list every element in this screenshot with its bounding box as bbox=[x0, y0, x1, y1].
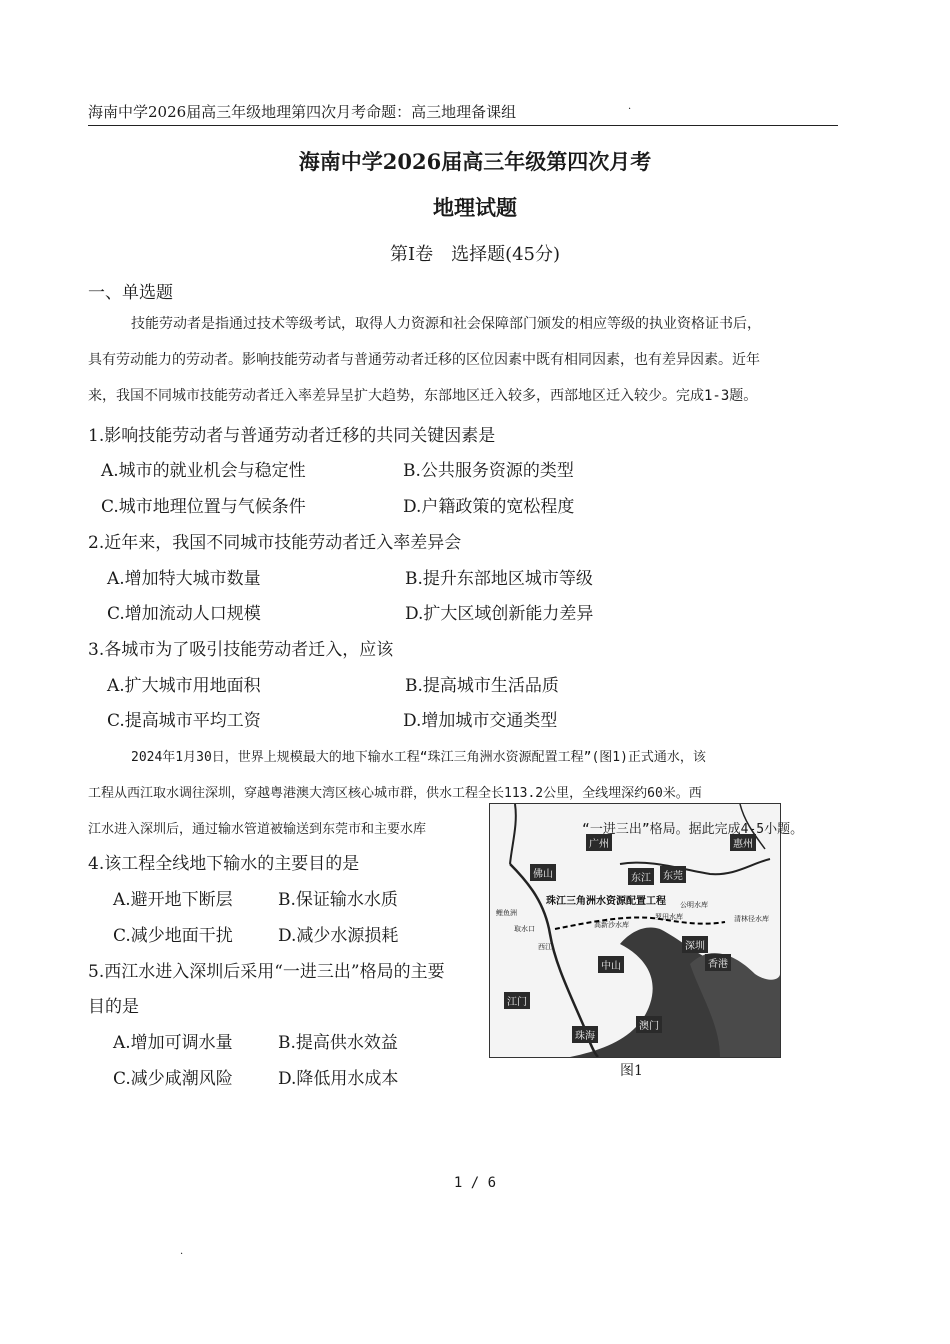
header-dot: . bbox=[628, 101, 632, 112]
label-qinglinjing: 清林径水库 bbox=[734, 915, 769, 923]
passage2-line1: 2024年1月30日，世界上规模最大的地下输水工程“珠江三角洲水资源配置工程”(图1)正式通水，该 bbox=[131, 750, 706, 765]
label-hongkong: 香港 bbox=[705, 954, 731, 971]
q4-option-d[interactable]: D.减少水源损耗 bbox=[278, 926, 399, 946]
q5-option-d[interactable]: D.降低用水成本 bbox=[278, 1069, 399, 1089]
question-5: 5.西江水进入深圳后采用“一进三出”格局的主要 bbox=[88, 962, 445, 982]
q2-option-d[interactable]: D.扩大区域创新能力差异 bbox=[405, 604, 594, 624]
label-liyuzhou: 鲤鱼洲 bbox=[496, 909, 517, 917]
exam-title: 海南中学2026届高三年级第四次月考 bbox=[298, 149, 652, 174]
question-3: 3.各城市为了吸引技能劳动者迁入，应该 bbox=[88, 640, 394, 660]
q3-option-a[interactable]: A.扩大城市用地面积 bbox=[107, 676, 261, 696]
question-4: 4.该工程全线地下输水的主要目的是 bbox=[88, 854, 360, 874]
map-title: 珠江三角洲水资源配置工程 bbox=[546, 896, 666, 907]
question-5-cont: 目的是 bbox=[88, 997, 139, 1017]
label-guangzhou: 广州 bbox=[586, 834, 612, 851]
q1-option-b[interactable]: B.公共服务资源的类型 bbox=[403, 461, 574, 481]
q4-option-a[interactable]: A.避开地下断层 bbox=[113, 890, 233, 910]
label-shenzhen: 深圳 bbox=[682, 936, 708, 953]
label-zhongshan: 中山 bbox=[598, 956, 624, 973]
figure-caption: 图1 bbox=[620, 1063, 643, 1079]
label-gaoxinsha: 高新沙水库 bbox=[594, 921, 629, 929]
q2-option-a[interactable]: A.增加特大城市数量 bbox=[107, 569, 261, 589]
question-2: 2.近年来，我国不同城市技能劳动者迁入率差异会 bbox=[88, 533, 462, 553]
label-dongjiang: 东江 bbox=[628, 868, 654, 885]
q2-option-b[interactable]: B.提升东部地区城市等级 bbox=[405, 569, 593, 589]
river-north bbox=[510, 804, 516, 864]
q3-option-c[interactable]: C.提高城市平均工资 bbox=[107, 711, 261, 731]
water-tunnel bbox=[555, 917, 725, 929]
label-macao: 澳门 bbox=[636, 1016, 662, 1033]
header-text: 海南中学2026届高三年级地理第四次月考命题：高三地理备课组 bbox=[88, 103, 517, 121]
section-heading: 一、单选题 bbox=[88, 283, 173, 303]
q1-option-a[interactable]: A.城市的就业机会与稳定性 bbox=[101, 461, 306, 481]
passage1-line3: 来，我国不同城市技能劳动者迁入率差异呈扩大趋势，东部地区迁入较多，西部地区迁入较少。完成1-3题。 bbox=[88, 388, 758, 404]
label-jiangmen: 江门 bbox=[504, 992, 530, 1009]
passage2-line2: 工程从西江取水调往深圳，穿越粤港澳大湾区核心城市群，供水工程全长113.2公里，全线埋深约60米。西 bbox=[88, 786, 702, 801]
footer-dot: . bbox=[180, 1246, 184, 1257]
label-huizhou: 惠州 bbox=[730, 834, 756, 851]
q2-option-c[interactable]: C.增加流动人口规模 bbox=[107, 604, 261, 624]
label-foshan: 佛山 bbox=[530, 864, 556, 881]
label-xijiang: 西江 bbox=[538, 943, 552, 951]
q5-option-a[interactable]: A.增加可调水量 bbox=[113, 1033, 233, 1053]
label-dongguan: 东莞 bbox=[660, 866, 686, 883]
passage1-line1: 技能劳动者是指通过技术等级考试，取得人力资源和社会保障部门颁发的相应等级的执业资格证书后， bbox=[131, 316, 761, 332]
label-luotian: 罗田水库 bbox=[655, 913, 683, 921]
q5-option-b[interactable]: B.提高供水效益 bbox=[278, 1033, 398, 1053]
label-gongming: 公明水库 bbox=[680, 901, 708, 909]
label-intake: 取水口 bbox=[514, 925, 535, 933]
passage2-line3b: “一进三出”格局。据此完成4-5小题。 bbox=[582, 822, 804, 837]
question-1: 1.影响技能劳动者与普通劳动者迁移的共同关键因素是 bbox=[88, 426, 496, 446]
passage2-line3a: 江水进入深圳后，通过输水管道被输送到东莞市和主要水库 bbox=[88, 822, 427, 837]
q3-option-d[interactable]: D.增加城市交通类型 bbox=[403, 711, 558, 731]
q1-option-d[interactable]: D.户籍政策的宽松程度 bbox=[403, 497, 575, 517]
part-title: 第Ⅰ卷 选择题(45分) bbox=[389, 244, 561, 265]
passage1-line2: 具有劳动能力的劳动者。影响技能劳动者与普通劳动者迁移的区位因素中既有相同因素，也有差异因素。近年 bbox=[88, 352, 760, 368]
q1-option-c[interactable]: C.城市地理位置与气候条件 bbox=[101, 497, 306, 517]
q4-option-c[interactable]: C.减少地面干扰 bbox=[113, 926, 233, 946]
q3-option-b[interactable]: B.提高城市生活品质 bbox=[405, 676, 559, 696]
page-number: 1 / 6 bbox=[453, 1175, 497, 1191]
q4-option-b[interactable]: B.保证输水水质 bbox=[278, 890, 398, 910]
subject-title: 地理试题 bbox=[433, 195, 517, 220]
label-zhuhai: 珠海 bbox=[572, 1026, 598, 1043]
q5-option-c[interactable]: C.减少咸潮风险 bbox=[113, 1069, 233, 1089]
page-header bbox=[88, 101, 838, 126]
